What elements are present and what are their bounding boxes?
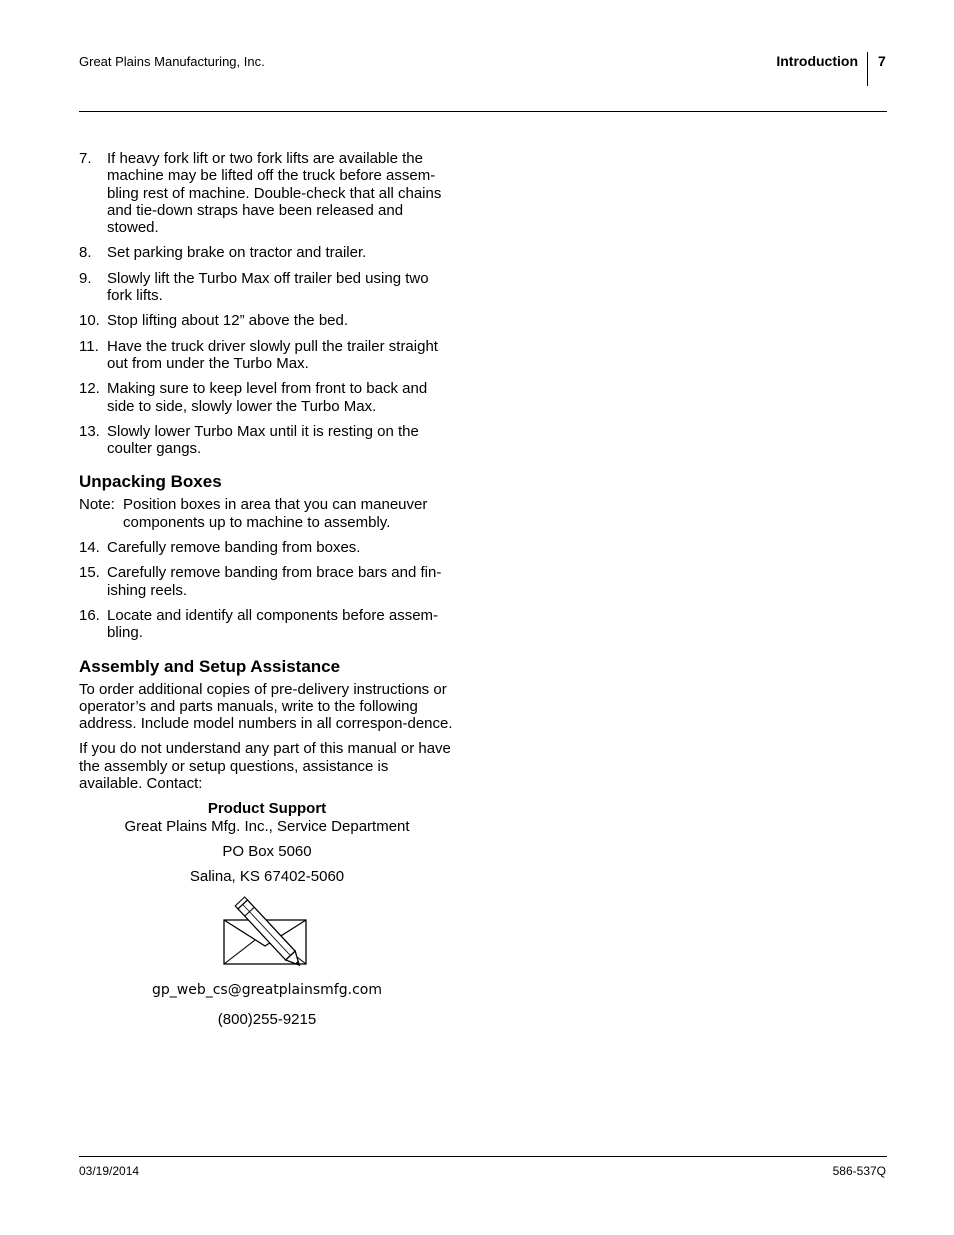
support-email: gp_web_cs@greatplainsmfg.com (152, 981, 382, 998)
support-phone: (800)255-9215 (217, 1010, 317, 1028)
step-number: 14. (79, 539, 100, 557)
step-text: Set parking brake on tractor and trailer. (107, 244, 367, 262)
main-content (79, 150, 455, 1028)
header-rule (79, 111, 887, 112)
assembly-paragraph-2: If you do not understand any part of this manual or have the assembly or setup questions, assistance is available. Contact: (79, 740, 451, 793)
unpacking-note (79, 496, 455, 531)
footer-document-number: 586-537Q (832, 1164, 886, 1178)
step-text: Stop lifting about 12” above the bed. (107, 312, 349, 330)
step-number: 12. (79, 380, 100, 398)
step-text: Have the truck driver slowly pull the trailer straight out from under the Turbo Max. (107, 337, 438, 372)
assembly-paragraph-1: To order additional copies of pre-delivery instructions or operator’s and parts manuals, write to the following address. Include model numbers in all correspon-dence. (79, 680, 453, 733)
unpacking-heading: Unpacking Boxes (79, 472, 222, 492)
step-number: 7. (79, 150, 92, 167)
step-number: 11. (79, 337, 99, 355)
step-number: 15. (79, 564, 100, 582)
steps-list-unpacking (79, 539, 455, 641)
step-text: If heavy fork lift or two fork lifts are available the machine may be lifted off the truck before assem-bling rest of machine. Double-check that all chains and tie-down straps have been released and stowed. (107, 150, 442, 237)
note-label: Note: (79, 496, 115, 514)
step-number: 8. (79, 244, 92, 262)
step-text: Slowly lower Turbo Max until it is resting on the coulter gangs. (107, 422, 419, 458)
po-box: PO Box 5060 (222, 842, 312, 860)
step-text: Making sure to keep level from front to back and side to side, slowly lower the Turbo Max. (107, 380, 428, 415)
step-number: 10. (79, 312, 100, 330)
assembly-heading: Assembly and Setup Assistance (79, 656, 341, 676)
step-item-9 (79, 270, 455, 305)
envelope-pencil-icon (217, 894, 317, 980)
step-text: Locate and identify all components before assem-bling. (107, 606, 439, 642)
steps-list-part1 (79, 150, 455, 457)
contact-block (79, 800, 455, 1028)
product-support-title: Product Support (207, 800, 327, 818)
footer-rule (79, 1156, 887, 1157)
step-text: Carefully remove banding from boxes. (107, 539, 361, 557)
step-item-12 (79, 380, 455, 415)
header-divider (867, 52, 868, 86)
step-item-15 (79, 564, 455, 599)
step-text: Carefully remove banding from brace bars and fin-ishing reels. (107, 564, 442, 599)
step-item-11 (79, 338, 455, 373)
note-text: Position boxes in area that you can maneuver components up to machine to assembly. (123, 496, 428, 531)
service-department: Great Plains Mfg. Inc., Service Department (124, 817, 410, 835)
city-address: Salina, KS 67402-5060 (189, 868, 345, 886)
header-section-title: Introduction (776, 53, 858, 69)
step-item-10 (79, 312, 455, 329)
footer-date: 03/19/2014 (79, 1164, 140, 1178)
step-number: 9. (79, 269, 92, 287)
header-company: Great Plains Manufacturing, Inc. (79, 54, 265, 69)
step-text: Slowly lift the Turbo Max off trailer bed using two fork lifts. (107, 269, 429, 305)
step-number: 16. (79, 606, 100, 624)
step-item-7 (79, 150, 455, 236)
page-number: 7 (878, 53, 886, 69)
step-number: 13. (79, 422, 100, 440)
step-item-13 (79, 423, 455, 458)
step-item-16 (79, 607, 455, 642)
step-item-8 (79, 244, 455, 261)
step-item-14 (79, 539, 455, 556)
